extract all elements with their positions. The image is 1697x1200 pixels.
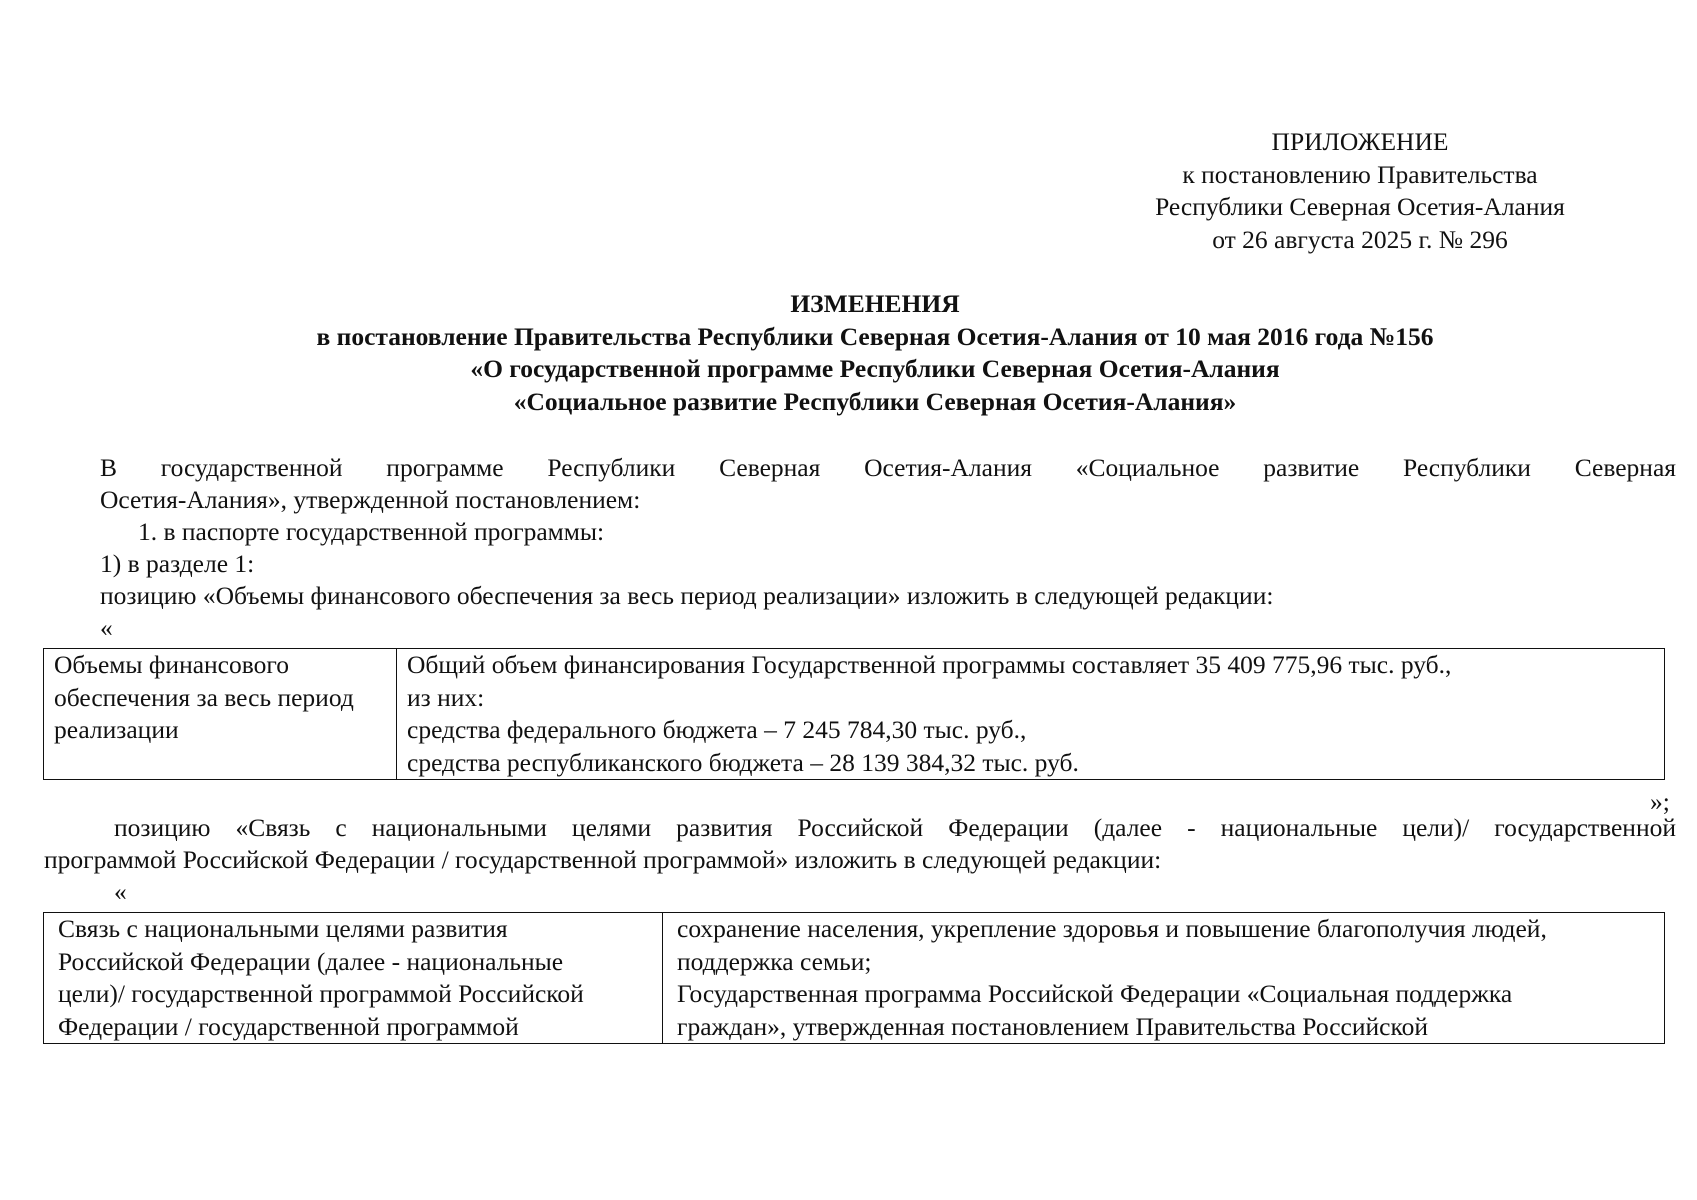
table2-left-line-3: цели)/ государственной программой Российской xyxy=(58,979,584,1008)
heading-line-1: в постановление Правительства Республики Северная Осетия-Алания от 10 мая 2016 года №156 xyxy=(316,321,1434,351)
heading-line-2: «О государственной программе Республики Северная Осетия-Алания xyxy=(470,354,1280,383)
table2-right-line-3: Государственная программа Российской Федерации «Социальная поддержка xyxy=(677,979,1513,1008)
table2-left-line-1: Связь с национальными целями развития xyxy=(58,914,508,943)
heading-title: ИЗМЕНЕНИЯ xyxy=(790,289,960,318)
table2-right-line-4: граждан», утвержденная постановлением Правительства Российской xyxy=(677,1011,1428,1041)
table2-left-line-2: Российской Федерации (далее - национальные xyxy=(58,946,564,976)
intro-paragraph xyxy=(100,452,1676,516)
table2-right-line-1: сохранение населения, укрепление здоровья и повышение благополучия людей, xyxy=(677,914,1547,943)
table1-right-line-1: Общий объем финансирования Государственной программы составляет 35 409 775,96 тыс. руб., xyxy=(407,650,1452,679)
list-item-1: 1. в паспорте государственной программы: xyxy=(138,517,605,546)
table1-left-line-2: обеспечения за весь период xyxy=(54,682,354,712)
table-cell-value xyxy=(397,649,1665,780)
table1-left-line-1: Объемы финансового xyxy=(54,650,289,679)
intro-line-2: Осетия-Алания», утвержденной постановлением: xyxy=(100,485,641,514)
position-2-line-2: программой Российской Федерации / государственной программой» изложить в следующей редакции: xyxy=(44,845,1162,874)
sub-item-1: 1) в разделе 1: xyxy=(100,549,255,578)
appendix-block xyxy=(1100,126,1620,256)
table1-right-line-2: из них: xyxy=(407,682,485,712)
position-1-text: позицию «Объемы финансового обеспечения за весь период реализации» изложить в следующей редакции: xyxy=(100,581,1274,610)
table-financing xyxy=(43,648,1665,780)
appendix-line-3: от 26 августа 2025 г. № 296 xyxy=(1212,224,1508,254)
table-cell-value xyxy=(663,913,1665,1044)
appendix-line-1: к постановлению Правительства xyxy=(1182,159,1538,189)
table1-right-line-4: средства республиканского бюджета – 28 139 384,32 тыс. руб. xyxy=(407,747,1079,777)
table1-right-line-3: средства федерального бюджета – 7 245 784,30 тыс. руб., xyxy=(407,715,1027,744)
table-row xyxy=(44,649,1665,780)
appendix-line-2: Республики Северная Осетия-Алания xyxy=(1155,192,1565,221)
position-2-paragraph xyxy=(44,812,1676,876)
quote-open-2: « xyxy=(114,877,127,906)
appendix-title: ПРИЛОЖЕНИЕ xyxy=(1271,127,1449,156)
document-heading xyxy=(100,288,1650,418)
table2-left-line-4: Федерации / государственной программой xyxy=(58,1011,519,1041)
table-cell-label xyxy=(44,913,663,1044)
quote-close-1: »; xyxy=(1650,787,1670,816)
intro-line-1: В государственной программе Республики Северная Осетия-Алания «Социальное развитие Республики Северная xyxy=(100,453,1676,482)
table-national-goals xyxy=(43,912,1665,1044)
table2-right-line-2: поддержка семьи; xyxy=(677,946,872,976)
quote-open-1: « xyxy=(100,613,113,642)
table-row xyxy=(44,913,1665,1044)
table-cell-label xyxy=(44,649,397,780)
position-2-line-1: позицию «Связь с национальными целями развития Российской Федерации (далее - национальные цели)/ государственной xyxy=(114,813,1676,842)
heading-line-3: «Социальное развитие Республики Северная Осетия-Алания» xyxy=(513,386,1237,416)
table1-left-line-3: реализации xyxy=(54,715,179,744)
